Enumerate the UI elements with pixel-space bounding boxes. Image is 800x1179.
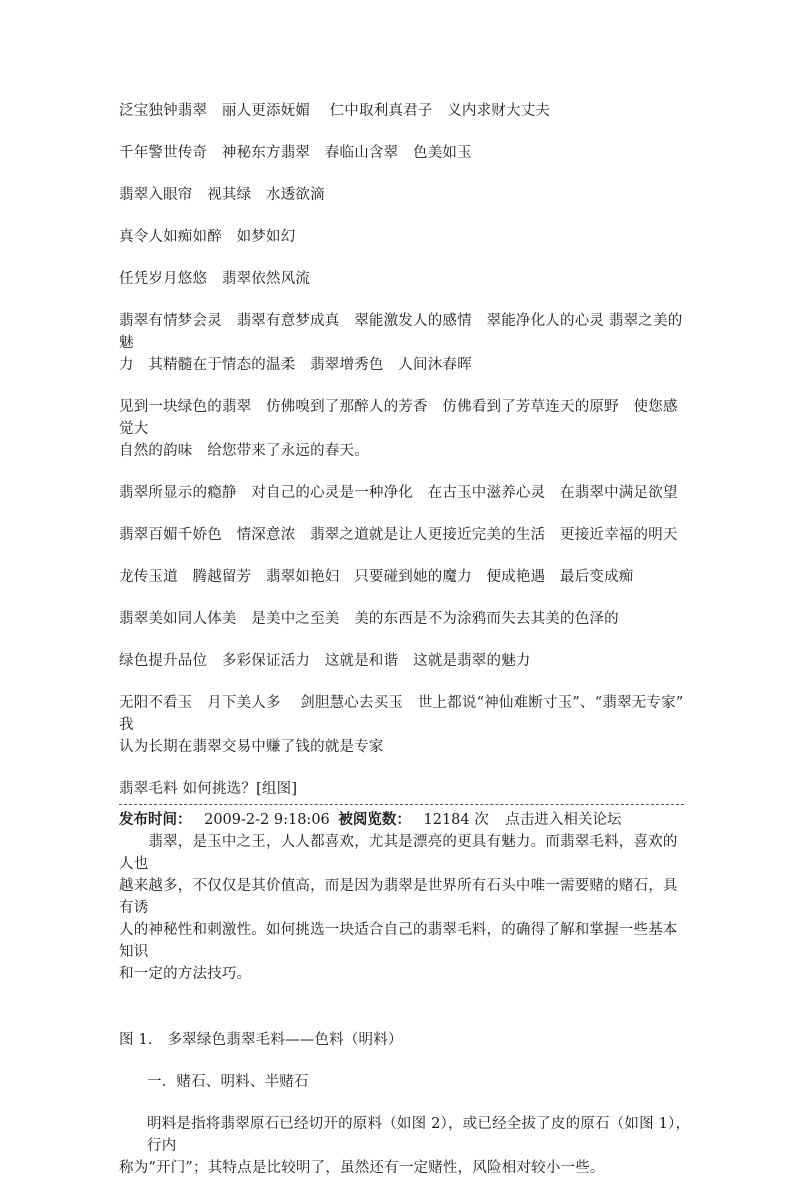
poem-paragraph bbox=[119, 226, 691, 248]
paragraph-gap bbox=[119, 122, 691, 142]
article-meta bbox=[119, 809, 691, 831]
poem-line: 无阳不看玉 月下美人多 剑胆慧心去买玉 世上都说“神仙难断寸玉”、“翡翠无专家” 我 bbox=[119, 695, 689, 733]
poem-line: 泛宝独钟翡翠 丽人更添妩媚 仁中取利真君子 义内求财大丈夫 bbox=[119, 103, 551, 119]
date-label: 发布时间： bbox=[119, 811, 192, 828]
poem-paragraph bbox=[119, 396, 691, 462]
poem-line: 千年警世传奇 神秘东方翡翠 春临山含翠 色美如玉 bbox=[119, 145, 472, 161]
paragraph-gap bbox=[119, 164, 691, 184]
view-count: 12184 次 bbox=[423, 812, 489, 828]
views-label: 被阅览数： bbox=[338, 811, 411, 828]
paragraph-gap bbox=[119, 206, 691, 226]
document-content bbox=[119, 100, 691, 1179]
poem-paragraph bbox=[119, 310, 691, 376]
poem-paragraph bbox=[119, 608, 691, 630]
poem-paragraph bbox=[119, 692, 691, 758]
article-title: 翡翠毛料 如何挑选？[组图] bbox=[119, 781, 298, 797]
forum-link[interactable]: 点击进入相关论坛 bbox=[505, 812, 622, 828]
poem-paragraph bbox=[119, 100, 691, 122]
paragraph-gap bbox=[119, 758, 691, 778]
poem-line: 真令人如痴如醉 如梦如幻 bbox=[119, 229, 296, 245]
paragraph-gap bbox=[119, 546, 691, 566]
poem-line: 绿色提升品位 多彩保证活力 这就是和谐 这就是翡翠的魅力 bbox=[119, 653, 531, 669]
figure-caption: 图 1. 多翠绿色翡翠毛料——色料（明料） bbox=[119, 1032, 403, 1048]
poem-paragraph bbox=[119, 482, 691, 504]
section-line: 明料是指将翡翠原石已经切开的原料（如图 2），或已经全拔了皮的原石（如图 1），行内 bbox=[147, 1116, 691, 1154]
poem-paragraph bbox=[119, 566, 691, 588]
poem-line: 翡翠有情梦会灵 翡翠有意梦成真 翠能激发人的感情 翠能净化人的心灵 翡翠之美的魅 bbox=[119, 313, 683, 351]
poem-paragraph bbox=[119, 650, 691, 672]
paragraph-gap bbox=[119, 672, 691, 692]
poem-line: 任凭岁月悠悠 翡翠依然风流 bbox=[119, 271, 311, 287]
section-line: 称为“开门”；其特点是比较明了，虽然还有一定赌性，风险相对较小一些。 bbox=[119, 1160, 605, 1176]
section-heading: 一．赌石、明料、半赌石 bbox=[147, 1074, 309, 1090]
paragraph-gap bbox=[119, 290, 691, 310]
poem-line: 翡翠美如同人体美 是美中之至美 美的东西是不为涂鸦而失去其美的色泽的 bbox=[119, 611, 619, 627]
paragraph-gap bbox=[119, 462, 691, 482]
dashed-divider bbox=[119, 804, 684, 805]
paragraph-gap bbox=[119, 376, 691, 396]
publish-date: 2009-2-2 9:18:06 bbox=[204, 812, 330, 828]
paragraph-gap bbox=[119, 504, 691, 524]
section-paragraph bbox=[119, 1113, 691, 1179]
intro-line: 翡翠，是玉中之王，人人都喜欢，尤其是漂亮的更具有魅力。而翡翠毛料，喜欢的人也 bbox=[119, 834, 678, 872]
poem-line: 力 其精髓在于情态的温柔 翡翠增秀色 人间沐春晖 bbox=[119, 357, 472, 373]
intro-paragraph bbox=[119, 831, 691, 985]
poem-line: 翡翠入眼帘 视其绿 水透欲滴 bbox=[119, 187, 325, 203]
intro-line: 和一定的方法技巧。 bbox=[119, 966, 252, 982]
poem-line: 自然的韵味 给您带来了永远的春天。 bbox=[119, 443, 369, 459]
poem-block bbox=[119, 100, 691, 778]
poem-paragraph bbox=[119, 184, 691, 206]
intro-line: 人的神秘性和刺激性。如何挑选一块适合自己的翡翠毛料，的确得了解和掌握一些基本知识 bbox=[119, 922, 678, 960]
paragraph-gap bbox=[119, 630, 691, 650]
poem-paragraph bbox=[119, 268, 691, 290]
poem-line: 认为长期在翡翠交易中赚了钱的就是专家 bbox=[119, 739, 384, 755]
poem-line: 龙传玉道 腾越留芳 翡翠如艳妇 只要碰到她的魔力 便成艳遇 最后变成痴 bbox=[119, 569, 634, 585]
poem-line: 翡翠百媚千娇色 情深意浓 翡翠之道就是让人更接近完美的生活 更接近幸福的明天 bbox=[119, 527, 678, 543]
poem-line: 翡翠所显示的瘾静 对自己的心灵是一种净化 在古玉中滋养心灵 在翡翠中满足欲望 bbox=[119, 485, 678, 501]
paragraph-gap bbox=[119, 588, 691, 608]
intro-line: 越来越多，不仅仅是其价值高，而是因为翡翠是世界所有石头中唯一需要赌的赌石，具有诱 bbox=[119, 878, 678, 916]
poem-paragraph bbox=[119, 524, 691, 546]
poem-line: 见到一块绿色的翡翠 仿佛嗅到了那醉人的芳香 仿佛看到了芳草连天的原野 使您感觉大 bbox=[119, 399, 678, 437]
paragraph-gap bbox=[119, 248, 691, 268]
poem-paragraph bbox=[119, 142, 691, 164]
